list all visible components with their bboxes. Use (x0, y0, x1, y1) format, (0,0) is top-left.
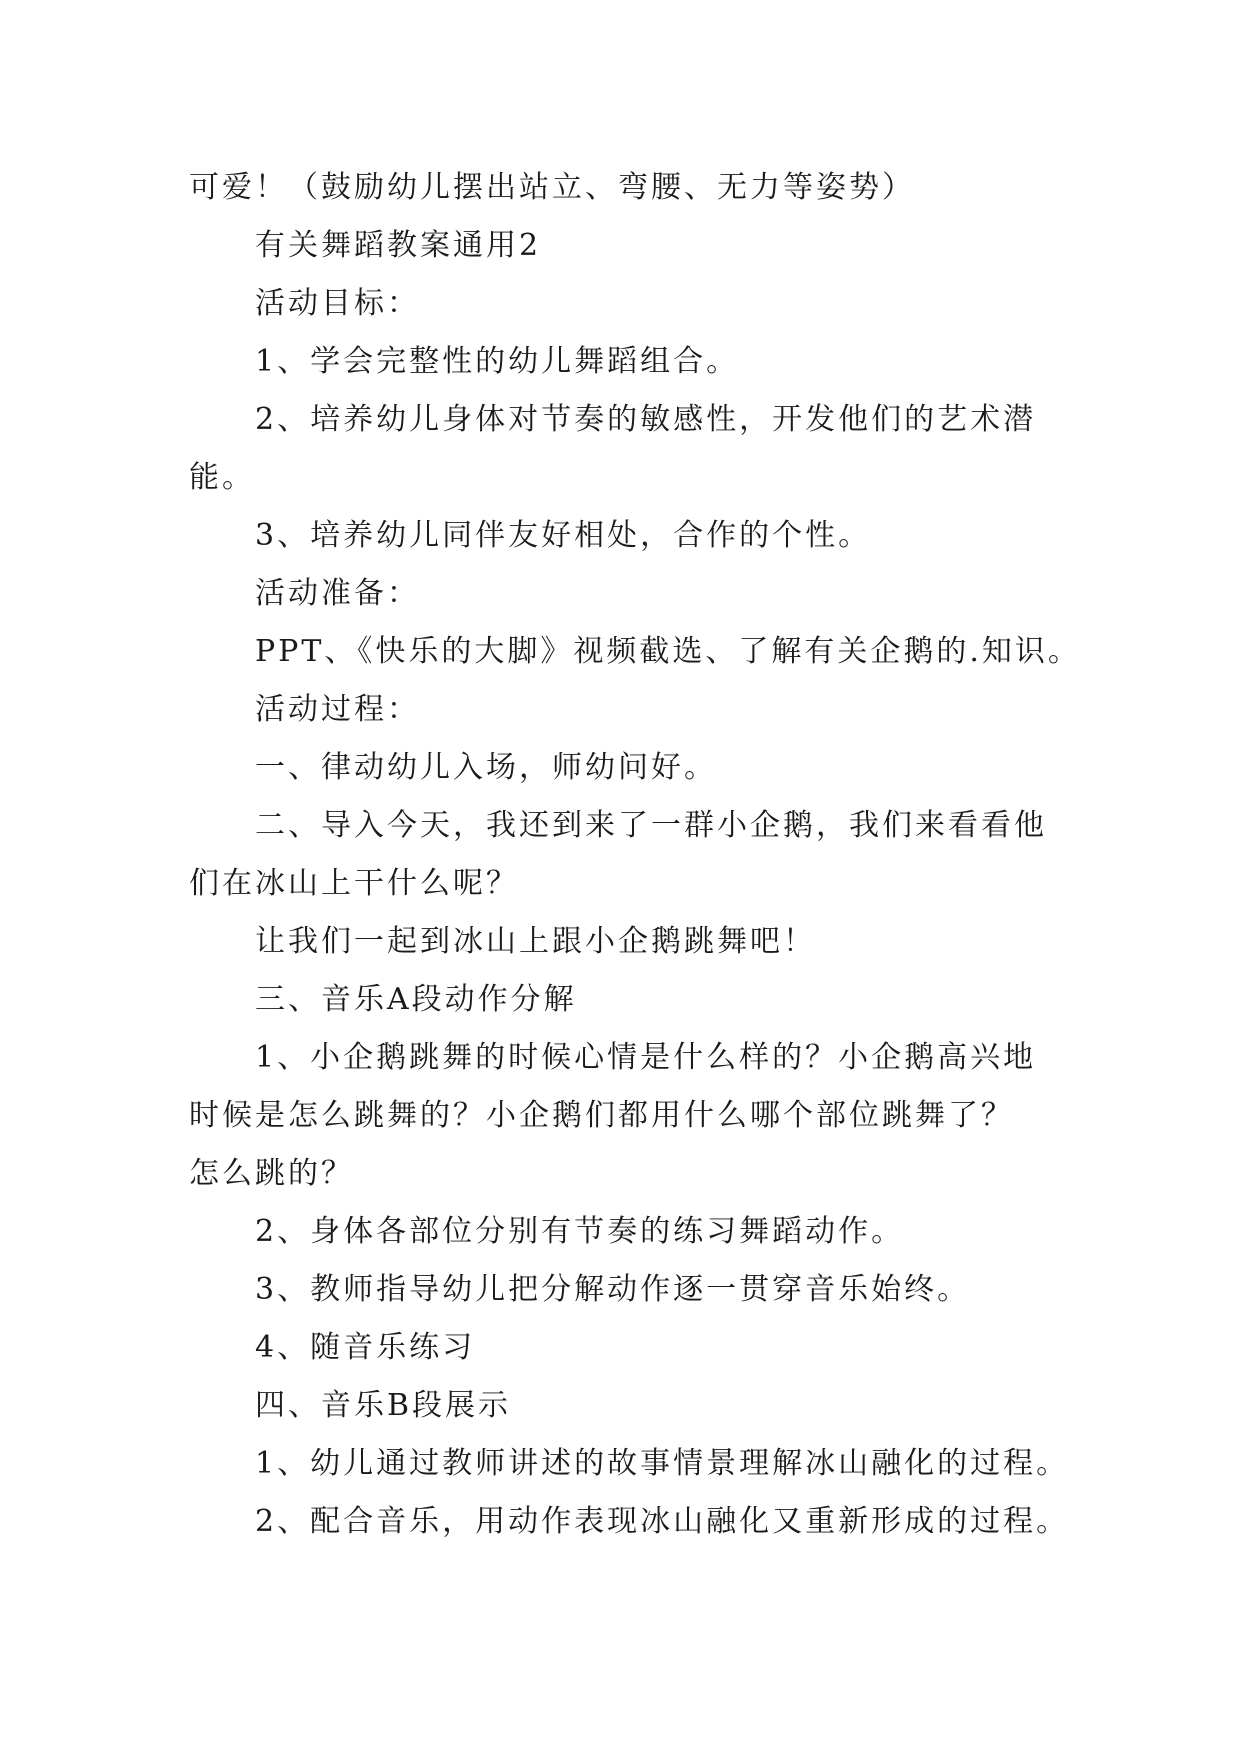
paragraph-line: 1、小企鹅跳舞的时候心情是什么样的？小企鹅高兴地 (255, 1040, 1037, 1075)
paragraph-line: 怎么跳的？ (189, 1156, 354, 1191)
document-body (189, 159, 1081, 1551)
paragraph-line: 时候是怎么跳舞的？小企鹅们都用什么哪个部位跳舞了？ (189, 1098, 1014, 1133)
paragraph-line: 3、教师指导幼儿把分解动作逐一贯穿音乐始终。 (255, 1272, 971, 1307)
paragraph-line: 1、学会完整性的幼儿舞蹈组合。 (255, 344, 740, 379)
paragraph-line: 三、音乐A段动作分解 (255, 982, 577, 1017)
paragraph-line: 活动过程： (255, 692, 420, 727)
section-heading: 有关舞蹈教案通用2 (255, 228, 542, 263)
paragraph-line: 3、培养幼儿同伴友好相处，合作的个性。 (255, 518, 872, 553)
paragraph-line: 1、幼儿通过教师讲述的故事情景理解冰山融化的过程。 (255, 1446, 1070, 1481)
paragraph-line: PPT、《快乐的大脚》视频截选、了解有关企鹅的.知识。 (255, 634, 1081, 669)
paragraph-line: 活动准备： (255, 576, 420, 611)
paragraph-line: 2、身体各部位分别有节奏的练习舞蹈动作。 (255, 1214, 905, 1249)
paragraph-line: 一、律动幼儿入场，师幼问好。 (255, 750, 717, 785)
paragraph-line: 2、配合音乐，用动作表现冰山融化又重新形成的过程。 (255, 1504, 1070, 1539)
paragraph-line: 4、随音乐练习 (255, 1330, 476, 1365)
paragraph-line: 能。 (189, 460, 255, 495)
paragraph-line: 们在冰山上干什么呢？ (189, 866, 519, 901)
paragraph-line: 二、导入今天，我还到来了一群小企鹅，我们来看看他 (255, 808, 1047, 843)
paragraph-line: 可爱！（鼓励幼儿摆出站立、弯腰、无力等姿势） (189, 170, 915, 205)
paragraph-line: 四、音乐B段展示 (255, 1388, 512, 1423)
paragraph-line: 2、培养幼儿身体对节奏的敏感性，开发他们的艺术潜 (255, 402, 1037, 437)
paragraph-line: 让我们一起到冰山上跟小企鹅跳舞吧！ (255, 924, 816, 959)
paragraph-line: 活动目标： (255, 286, 420, 321)
